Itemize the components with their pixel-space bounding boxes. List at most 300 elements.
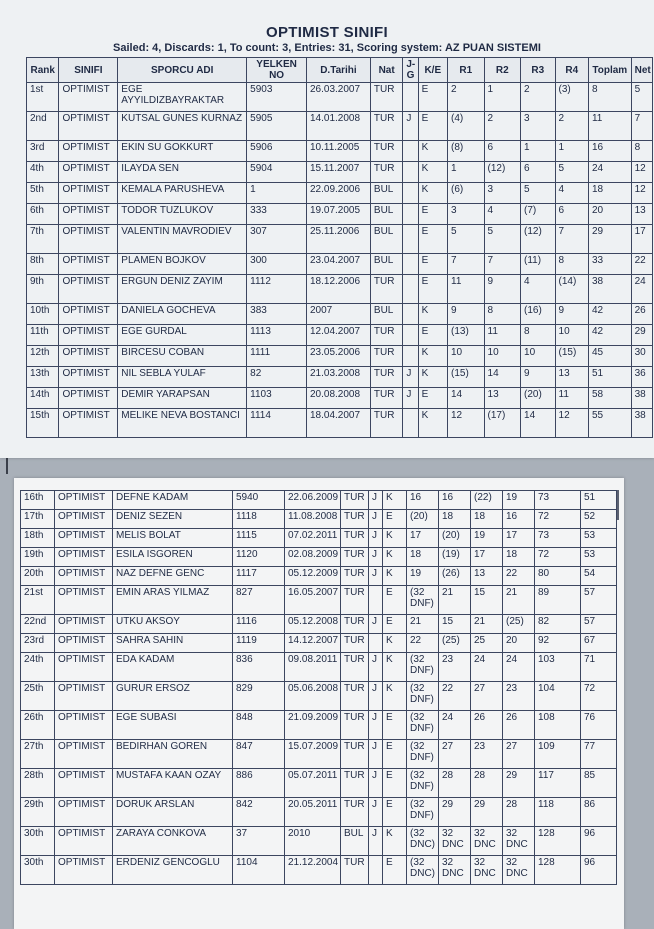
gender-cell: K [383, 634, 407, 653]
net-cell: 22 [631, 254, 652, 275]
race4-cell: 32 DNC [503, 856, 535, 885]
birth-date-cell: 15.07.2009 [285, 740, 341, 769]
rank-cell: 20th [21, 567, 55, 586]
net-cell: 71 [581, 653, 617, 682]
race3-cell: 24 [471, 653, 503, 682]
race3-cell: 19 [471, 529, 503, 548]
net-cell: 12 [631, 183, 652, 204]
column-header: Net [631, 58, 652, 83]
table-row [27, 346, 653, 367]
rank-cell: 11th [27, 325, 59, 346]
race1-cell: (15) [448, 367, 485, 388]
race2-cell: 23 [439, 653, 471, 682]
race3-cell: 2 [521, 83, 555, 112]
race1-cell: (6) [448, 183, 485, 204]
total-cell: 128 [535, 827, 581, 856]
table-row [21, 653, 617, 682]
table-row [21, 682, 617, 711]
race3-cell: (16) [521, 304, 555, 325]
class-cell: OPTIMIST [59, 275, 118, 304]
nation-cell: TUR [341, 740, 369, 769]
total-cell: 24 [588, 162, 631, 183]
birth-date-cell: 07.02.2011 [285, 529, 341, 548]
rank-cell: 30th [21, 856, 55, 885]
race1-cell: 11 [448, 275, 485, 304]
total-cell: 72 [535, 548, 581, 567]
race1-cell: (13) [448, 325, 485, 346]
net-cell: 26 [631, 304, 652, 325]
class-cell: OPTIMIST [55, 529, 113, 548]
gender-cell: K [383, 682, 407, 711]
net-cell: 57 [581, 615, 617, 634]
net-cell: 8 [631, 141, 652, 162]
class-cell: OPTIMIST [55, 586, 113, 615]
total-cell: 11 [588, 112, 631, 141]
results-table-top [26, 57, 653, 438]
birth-date-cell: 12.04.2007 [307, 325, 371, 346]
table-row [27, 225, 653, 254]
net-cell: 67 [581, 634, 617, 653]
sailor-name-cell: DEFNE KADAM [113, 491, 233, 510]
junior-cell: J [369, 615, 383, 634]
gender-cell: E [383, 711, 407, 740]
race3-cell: 26 [471, 711, 503, 740]
nation-cell: TUR [341, 615, 369, 634]
class-cell: OPTIMIST [55, 510, 113, 529]
birth-date-cell: 2007 [307, 304, 371, 325]
race4-cell: (3) [555, 83, 588, 112]
junior-cell [369, 586, 383, 615]
junior-cell [403, 204, 418, 225]
class-cell: OPTIMIST [55, 548, 113, 567]
sailor-name-cell: BEDIRHAN GOREN [113, 740, 233, 769]
table-row [21, 856, 617, 885]
results-table-bottom [20, 490, 617, 885]
net-cell: 52 [581, 510, 617, 529]
race3-cell: 13 [471, 567, 503, 586]
column-header: Rank [27, 58, 59, 83]
race1-cell: 1 [448, 162, 485, 183]
class-cell: OPTIMIST [59, 225, 118, 254]
birth-date-cell: 18.12.2006 [307, 275, 371, 304]
nation-cell: TUR [341, 510, 369, 529]
race-summary: Sailed: 4, Discards: 1, To count: 3, Entries: 31, Scoring system: AZ PUAN SISTEMI [113, 42, 541, 54]
rank-cell: 12th [27, 346, 59, 367]
birth-date-cell: 22.06.2009 [285, 491, 341, 510]
race4-cell: 26 [503, 711, 535, 740]
race4-cell: 4 [555, 183, 588, 204]
race2-cell: 21 [439, 586, 471, 615]
sailor-name-cell: TODOR TUZLUKOV [118, 204, 247, 225]
junior-cell [403, 325, 418, 346]
race4-cell: 27 [503, 740, 535, 769]
sailor-name-cell: SAHRA SAHIN [113, 634, 233, 653]
gender-cell: K [383, 548, 407, 567]
race4-cell: 28 [503, 798, 535, 827]
net-cell: 54 [581, 567, 617, 586]
net-cell: 38 [631, 409, 652, 438]
sail-number-cell: 5905 [247, 112, 307, 141]
race1-cell: (20) [407, 510, 439, 529]
table-row [27, 388, 653, 409]
gender-cell: K [383, 567, 407, 586]
nation-cell: BUL [341, 827, 369, 856]
junior-cell [369, 634, 383, 653]
birth-date-cell: 18.04.2007 [307, 409, 371, 438]
race2-cell: 6 [484, 141, 521, 162]
race3-cell: 32 DNC [471, 856, 503, 885]
rank-cell: 26th [21, 711, 55, 740]
sailor-name-cell: EGE SUBASI [113, 711, 233, 740]
gender-cell: K [418, 183, 447, 204]
rank-cell: 24th [21, 653, 55, 682]
net-cell: 85 [581, 769, 617, 798]
nation-cell: TUR [341, 586, 369, 615]
table-row [21, 711, 617, 740]
race1-cell: 3 [448, 204, 485, 225]
rank-cell: 27th [21, 740, 55, 769]
gender-cell: E [418, 388, 447, 409]
sailor-name-cell: MELIS BOLAT [113, 529, 233, 548]
nation-cell: TUR [370, 141, 402, 162]
birth-date-cell: 25.11.2006 [307, 225, 371, 254]
sailor-name-cell: DORUK ARSLAN [113, 798, 233, 827]
race1-cell: 17 [407, 529, 439, 548]
race3-cell: 10 [521, 346, 555, 367]
class-cell: OPTIMIST [55, 827, 113, 856]
race2-cell: 11 [484, 325, 521, 346]
rank-cell: 23rd [21, 634, 55, 653]
sail-number-cell: 1120 [233, 548, 285, 567]
sail-number-cell: 5904 [247, 162, 307, 183]
race2-cell: 2 [484, 112, 521, 141]
total-cell: 118 [535, 798, 581, 827]
junior-cell [403, 409, 418, 438]
birth-date-cell: 19.07.2005 [307, 204, 371, 225]
nation-cell: TUR [341, 653, 369, 682]
nation-cell: TUR [370, 112, 402, 141]
class-cell: OPTIMIST [55, 491, 113, 510]
gender-cell: K [418, 367, 447, 388]
birth-date-cell: 05.12.2009 [285, 567, 341, 586]
race3-cell: 29 [471, 798, 503, 827]
net-cell: 86 [581, 798, 617, 827]
nation-cell: BUL [370, 204, 402, 225]
class-cell: OPTIMIST [55, 856, 113, 885]
nation-cell: TUR [341, 567, 369, 586]
sail-number-cell: 5903 [247, 83, 307, 112]
class-cell: OPTIMIST [55, 740, 113, 769]
birth-date-cell: 14.01.2008 [307, 112, 371, 141]
race2-cell: 29 [439, 798, 471, 827]
table-row [21, 634, 617, 653]
column-header: SINIFI [59, 58, 118, 83]
table-row [27, 183, 653, 204]
race2-cell: 24 [439, 711, 471, 740]
total-cell: 82 [535, 615, 581, 634]
class-cell: OPTIMIST [59, 83, 118, 112]
total-cell: 51 [588, 367, 631, 388]
race4-cell: 9 [555, 304, 588, 325]
race3-cell: 15 [471, 586, 503, 615]
rank-cell: 3rd [27, 141, 59, 162]
race2-cell: 1 [484, 83, 521, 112]
sail-number-cell: 82 [247, 367, 307, 388]
race1-cell: (32 DNF) [407, 653, 439, 682]
table-row [21, 548, 617, 567]
race2-cell: (26) [439, 567, 471, 586]
birth-date-cell: 21.09.2009 [285, 711, 341, 740]
nation-cell: TUR [370, 162, 402, 183]
junior-cell [403, 225, 418, 254]
sail-number-cell: 1113 [247, 325, 307, 346]
race1-cell: (32 DNC) [407, 827, 439, 856]
table-row [27, 141, 653, 162]
total-cell: 108 [535, 711, 581, 740]
race2-cell: 5 [484, 225, 521, 254]
rank-cell: 15th [27, 409, 59, 438]
total-cell: 72 [535, 510, 581, 529]
birth-date-cell: 20.05.2011 [285, 798, 341, 827]
junior-cell [403, 304, 418, 325]
race4-cell: 8 [555, 254, 588, 275]
race4-cell: 29 [503, 769, 535, 798]
gender-cell: K [418, 141, 447, 162]
nation-cell: TUR [341, 548, 369, 567]
sail-number-cell: 1118 [233, 510, 285, 529]
race4-cell: (25) [503, 615, 535, 634]
column-header: Toplam [588, 58, 631, 83]
table-row [21, 740, 617, 769]
race3-cell: (20) [521, 388, 555, 409]
sail-number-cell: 1103 [247, 388, 307, 409]
race4-cell: 7 [555, 225, 588, 254]
net-cell: 7 [631, 112, 652, 141]
junior-cell: J [369, 529, 383, 548]
total-cell: 89 [535, 586, 581, 615]
class-cell: OPTIMIST [55, 653, 113, 682]
table-row [21, 586, 617, 615]
gender-cell: E [383, 798, 407, 827]
sailor-name-cell: BIRCESU COBAN [118, 346, 247, 367]
total-cell: 55 [588, 409, 631, 438]
total-cell: 8 [588, 83, 631, 112]
birth-date-cell: 22.09.2006 [307, 183, 371, 204]
total-cell: 73 [535, 491, 581, 510]
sail-number-cell: 827 [233, 586, 285, 615]
gender-cell: K [383, 653, 407, 682]
birth-date-cell: 16.05.2007 [285, 586, 341, 615]
race1-cell: (32 DNF) [407, 769, 439, 798]
net-cell: 53 [581, 529, 617, 548]
race2-cell: 18 [439, 510, 471, 529]
total-cell: 128 [535, 856, 581, 885]
class-cell: OPTIMIST [59, 304, 118, 325]
race4-cell: 10 [555, 325, 588, 346]
birth-date-cell: 26.03.2007 [307, 83, 371, 112]
total-cell: 117 [535, 769, 581, 798]
sail-number-cell: 829 [233, 682, 285, 711]
race1-cell: (32 DNC) [407, 856, 439, 885]
total-cell: 20 [588, 204, 631, 225]
race3-cell: 21 [471, 615, 503, 634]
gender-cell: K [418, 346, 447, 367]
race4-cell: 22 [503, 567, 535, 586]
race3-cell: (11) [521, 254, 555, 275]
net-cell: 13 [631, 204, 652, 225]
birth-date-cell: 15.11.2007 [307, 162, 371, 183]
birth-date-cell: 23.05.2006 [307, 346, 371, 367]
gender-cell: K [418, 162, 447, 183]
race3-cell: 17 [471, 548, 503, 567]
race4-cell: 1 [555, 141, 588, 162]
junior-cell [369, 856, 383, 885]
junior-cell: J [369, 567, 383, 586]
junior-cell: J [369, 769, 383, 798]
rank-cell: 19th [21, 548, 55, 567]
junior-cell [403, 346, 418, 367]
sailor-name-cell: EGE AYYILDIZBAYRAKTAR [118, 83, 247, 112]
nation-cell: TUR [370, 275, 402, 304]
race1-cell: (32 DNF) [407, 682, 439, 711]
rank-cell: 6th [27, 204, 59, 225]
rank-cell: 4th [27, 162, 59, 183]
race3-cell: 32 DNC [471, 827, 503, 856]
birth-date-cell: 14.12.2007 [285, 634, 341, 653]
sailor-name-cell: EDA KADAM [113, 653, 233, 682]
race2-cell: 10 [484, 346, 521, 367]
race1-cell: 9 [448, 304, 485, 325]
sailor-name-cell: EGE GURDAL [118, 325, 247, 346]
total-cell: 103 [535, 653, 581, 682]
birth-date-cell: 10.11.2005 [307, 141, 371, 162]
birth-date-cell: 05.06.2008 [285, 682, 341, 711]
sail-number-cell: 1116 [233, 615, 285, 634]
sail-number-cell: 5940 [233, 491, 285, 510]
total-cell: 18 [588, 183, 631, 204]
sail-number-cell: 1117 [233, 567, 285, 586]
table-row [27, 367, 653, 388]
junior-cell: J [369, 491, 383, 510]
junior-cell: J [369, 682, 383, 711]
gender-cell: K [418, 409, 447, 438]
gender-cell: E [418, 225, 447, 254]
sail-number-cell: 836 [233, 653, 285, 682]
class-cell: OPTIMIST [59, 112, 118, 141]
junior-cell [403, 254, 418, 275]
column-header: R4 [555, 58, 588, 83]
net-cell: 30 [631, 346, 652, 367]
junior-cell: J [403, 367, 418, 388]
sailor-name-cell: ILAYDA SEN [118, 162, 247, 183]
race4-cell: 17 [503, 529, 535, 548]
nation-cell: TUR [341, 798, 369, 827]
sailor-name-cell: DANIELA GOCHEVA [118, 304, 247, 325]
birth-date-cell: 02.08.2009 [285, 548, 341, 567]
birth-date-cell: 20.08.2008 [307, 388, 371, 409]
net-cell: 51 [581, 491, 617, 510]
race4-cell: 18 [503, 548, 535, 567]
column-header: K/E [418, 58, 447, 83]
class-cell: OPTIMIST [55, 682, 113, 711]
sail-number-cell: 886 [233, 769, 285, 798]
table-row [21, 615, 617, 634]
birth-date-cell: 23.04.2007 [307, 254, 371, 275]
race2-cell: 16 [439, 491, 471, 510]
total-cell: 42 [588, 304, 631, 325]
sail-number-cell: 300 [247, 254, 307, 275]
class-cell: OPTIMIST [59, 141, 118, 162]
net-cell: 38 [631, 388, 652, 409]
race2-cell: 9 [484, 275, 521, 304]
nation-cell: TUR [370, 325, 402, 346]
sail-number-cell: 847 [233, 740, 285, 769]
race1-cell: 18 [407, 548, 439, 567]
table-row [27, 325, 653, 346]
race2-cell: 4 [484, 204, 521, 225]
total-cell: 29 [588, 225, 631, 254]
nation-cell: TUR [341, 491, 369, 510]
class-cell: OPTIMIST [55, 798, 113, 827]
gender-cell: K [383, 491, 407, 510]
class-cell: OPTIMIST [59, 367, 118, 388]
total-cell: 42 [588, 325, 631, 346]
birth-date-cell: 05.12.2008 [285, 615, 341, 634]
rank-cell: 22nd [21, 615, 55, 634]
gender-cell: E [383, 769, 407, 798]
table-row [21, 827, 617, 856]
nation-cell: TUR [341, 711, 369, 740]
net-cell: 77 [581, 740, 617, 769]
junior-cell: J [403, 112, 418, 141]
column-header: J-G [403, 58, 418, 83]
gender-cell: E [383, 856, 407, 885]
race2-cell: 15 [439, 615, 471, 634]
race3-cell: 5 [521, 183, 555, 204]
race3-cell: 28 [471, 769, 503, 798]
race2-cell: (20) [439, 529, 471, 548]
race1-cell: 16 [407, 491, 439, 510]
rank-cell: 21st [21, 586, 55, 615]
race4-cell: 16 [503, 510, 535, 529]
race1-cell: 21 [407, 615, 439, 634]
nation-cell: TUR [341, 682, 369, 711]
net-cell: 53 [581, 548, 617, 567]
junior-cell: J [369, 711, 383, 740]
class-cell: OPTIMIST [59, 183, 118, 204]
table-row [21, 491, 617, 510]
race2-cell: 32 DNC [439, 827, 471, 856]
gender-cell: E [418, 254, 447, 275]
table-row [21, 798, 617, 827]
net-cell: 96 [581, 827, 617, 856]
rank-cell: 29th [21, 798, 55, 827]
sail-number-cell: 37 [233, 827, 285, 856]
junior-cell [403, 141, 418, 162]
birth-date-cell: 2010 [285, 827, 341, 856]
table-row [27, 112, 653, 141]
race4-cell: 2 [555, 112, 588, 141]
class-cell: OPTIMIST [59, 388, 118, 409]
race1-cell: 7 [448, 254, 485, 275]
race3-cell: 3 [521, 112, 555, 141]
sailor-name-cell: UTKU AKSOY [113, 615, 233, 634]
nation-cell: BUL [370, 225, 402, 254]
nation-cell: TUR [370, 83, 402, 112]
rank-cell: 10th [27, 304, 59, 325]
net-cell: 12 [631, 162, 652, 183]
race2-cell: 32 DNC [439, 856, 471, 885]
